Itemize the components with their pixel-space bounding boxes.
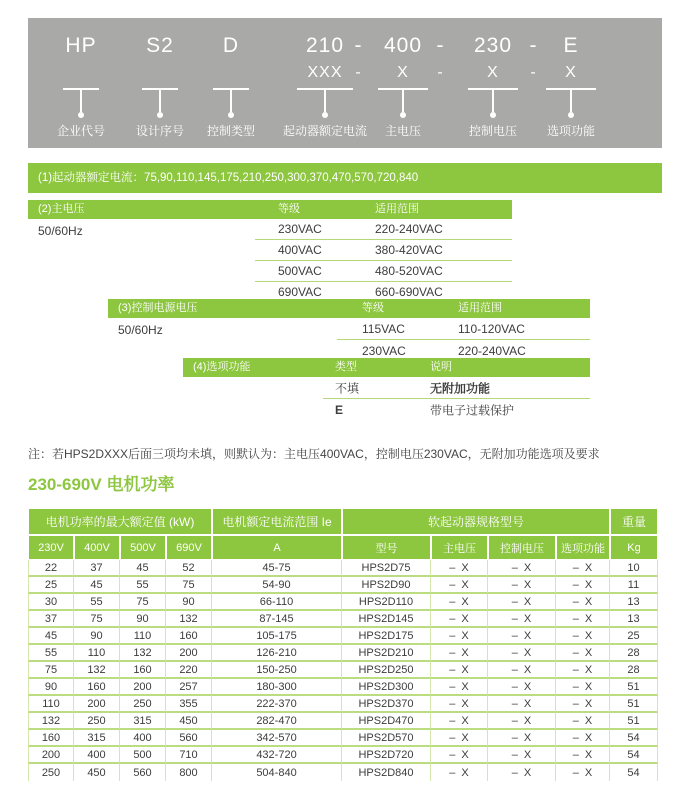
table-cell: 115VAC xyxy=(362,321,405,336)
table-cell: HPS2D300 xyxy=(342,679,431,696)
table-cell: 160 xyxy=(74,679,120,696)
table-cell: 110 xyxy=(74,645,120,662)
table-cell: 无附加功能 xyxy=(430,381,491,395)
table-cell: – X xyxy=(431,645,488,662)
connector-line xyxy=(378,88,428,118)
table-cell: – X xyxy=(556,747,610,764)
table-cell: 55 xyxy=(74,594,120,611)
table-body xyxy=(28,219,512,302)
rated-current-banner: (1)起动器额定电流：75,90,110,145,175,210,250,300,370,470,570,720,840 xyxy=(28,163,662,193)
sub-header-500v: 500V xyxy=(120,535,166,560)
table-cell: 132 xyxy=(28,713,74,730)
label-company: 企业代号 xyxy=(56,124,106,138)
table-cell: – X xyxy=(556,696,610,713)
table-cell: 87-145 xyxy=(212,611,342,628)
table-title: (3)控制电源电压 xyxy=(118,302,198,314)
table-cell: 282-470 xyxy=(212,713,342,730)
table-cell: 126-210 xyxy=(212,645,342,662)
table-cell: E xyxy=(335,402,344,417)
table-cell: 220-240VAC xyxy=(458,343,526,358)
table-cell: 160 xyxy=(166,628,212,645)
code-option: E xyxy=(563,34,579,57)
table-cell: 37 xyxy=(28,611,74,628)
dash-separator: - xyxy=(529,34,537,57)
table-cell: HPS2D145 xyxy=(342,611,431,628)
table-cell: – X xyxy=(488,713,556,730)
table-cell: 230VAC xyxy=(278,222,322,236)
table-cell: 450 xyxy=(166,713,212,730)
table-cell: 504-840 xyxy=(212,764,342,781)
table-cell: – X xyxy=(431,713,488,730)
main-voltage-table xyxy=(28,200,512,302)
table-cell: 75 xyxy=(74,611,120,628)
code-control-type: D xyxy=(222,34,240,57)
table-cell: 315 xyxy=(74,730,120,747)
sub-header-690v: 690V xyxy=(166,535,212,560)
table-cell: 37 xyxy=(74,560,120,577)
table-cell: 200 xyxy=(166,645,212,662)
table-cell: 30 xyxy=(28,594,74,611)
placeholder-main-voltage: X xyxy=(397,64,409,81)
table-cell: 380-420VAC xyxy=(375,243,443,257)
frequency-label: 50/60Hz xyxy=(38,224,83,238)
table-cell: 25 xyxy=(610,628,658,645)
table-cell: 500 xyxy=(120,747,166,764)
table-row xyxy=(255,219,512,240)
table-header xyxy=(183,358,590,377)
table-cell: – X xyxy=(488,577,556,594)
table-cell: 160 xyxy=(28,730,74,747)
table-cell: 315 xyxy=(120,713,166,730)
table-cell: 22 xyxy=(28,560,74,577)
table-cell: – X xyxy=(556,764,610,781)
table-cell: 800 xyxy=(166,764,212,781)
table-cell: 90 xyxy=(28,679,74,696)
column-header-range: 适用范围 xyxy=(458,302,502,314)
table-cell: 400 xyxy=(74,747,120,764)
table-cell: 不填 xyxy=(335,381,360,395)
table-cell: – X xyxy=(556,577,610,594)
table-cell: 52 xyxy=(166,560,212,577)
table-cell: 132 xyxy=(74,662,120,679)
table-cell: 355 xyxy=(166,696,212,713)
label-main-voltage: 主电压 xyxy=(384,124,422,138)
sub-header-control-voltage: 控制电压 xyxy=(488,535,556,560)
table-cell: – X xyxy=(431,577,488,594)
table-cell: 500VAC xyxy=(278,264,322,278)
table-cell: 28 xyxy=(610,662,658,679)
table-cell: 200 xyxy=(74,696,120,713)
table-cell: 90 xyxy=(166,594,212,611)
table-row xyxy=(337,318,590,340)
table-cell: 110 xyxy=(120,628,166,645)
label-control-voltage: 控制电压 xyxy=(468,124,518,138)
table-cell: HPS2D175 xyxy=(342,628,431,645)
sub-header-230v: 230V xyxy=(28,535,74,560)
table-cell: 200 xyxy=(120,679,166,696)
table-cell: – X xyxy=(556,730,610,747)
table-cell: 250 xyxy=(120,696,166,713)
table-cell: 51 xyxy=(610,696,658,713)
table-cell: 105-175 xyxy=(212,628,342,645)
table-cell: 90 xyxy=(74,628,120,645)
connector-line xyxy=(213,88,249,118)
table-cell: 222-370 xyxy=(212,696,342,713)
table-cell: 250 xyxy=(74,713,120,730)
table-cell: – X xyxy=(556,628,610,645)
group-header-weight: 重量 xyxy=(610,508,658,535)
table-cell: – X xyxy=(556,645,610,662)
table-cell: – X xyxy=(431,662,488,679)
table-cell: – X xyxy=(488,628,556,645)
code-main-voltage: 400 xyxy=(383,34,423,57)
table-cell: 220-240VAC xyxy=(375,222,443,236)
table-cell: – X xyxy=(431,764,488,781)
connector-line xyxy=(63,88,99,118)
placeholder-rated-current: XXX xyxy=(307,64,343,81)
table-cell: 110 xyxy=(28,696,74,713)
column-header-level: 等级 xyxy=(362,302,384,314)
table-cell: – X xyxy=(488,645,556,662)
table-cell: – X xyxy=(488,747,556,764)
label-option: 选项功能 xyxy=(546,124,596,138)
table-row xyxy=(323,399,590,420)
table-cell: 10 xyxy=(610,560,658,577)
table-cell: 75 xyxy=(120,594,166,611)
table-cell: – X xyxy=(556,594,610,611)
table-cell: 54 xyxy=(610,764,658,781)
table-cell: – X xyxy=(488,730,556,747)
table-row xyxy=(323,377,590,399)
table-body xyxy=(108,318,590,361)
table-row xyxy=(255,240,512,261)
dash-separator: - xyxy=(530,64,536,81)
table-cell: – X xyxy=(556,713,610,730)
table-cell: – X xyxy=(431,679,488,696)
table-cell: 75 xyxy=(166,577,212,594)
table-cell: 200 xyxy=(28,747,74,764)
table-cell: 342-570 xyxy=(212,730,342,747)
code-company: HP xyxy=(65,34,97,57)
table-cell: 450 xyxy=(74,764,120,781)
table-cell: 400 xyxy=(120,730,166,747)
table-cell: 400VAC xyxy=(278,243,322,257)
table-cell: – X xyxy=(556,560,610,577)
control-voltage-table xyxy=(108,299,590,361)
dash-separator: - xyxy=(437,64,443,81)
table-cell: 25 xyxy=(28,577,74,594)
table-cell: HPS2D90 xyxy=(342,577,431,594)
table-cell: 51 xyxy=(610,713,658,730)
table-cell: 55 xyxy=(120,577,166,594)
table-cell: 11 xyxy=(610,577,658,594)
column-header-range: 适用范围 xyxy=(375,203,419,215)
table-cell: – X xyxy=(431,747,488,764)
table-cell: HPS2D110 xyxy=(342,594,431,611)
table-cell: 45 xyxy=(28,628,74,645)
table-body xyxy=(183,377,590,420)
column-header-level: 等级 xyxy=(278,203,300,215)
table-cell: 480-520VAC xyxy=(375,264,443,278)
table-cell: HPS2D75 xyxy=(342,560,431,577)
table-cell: 54 xyxy=(610,747,658,764)
sub-header-model: 型号 xyxy=(342,535,431,560)
table-cell: 28 xyxy=(610,645,658,662)
table-title: (2)主电压 xyxy=(38,203,85,215)
table-cell: – X xyxy=(431,594,488,611)
group-header-max-power: 电机功率的最大额定值 (kW) xyxy=(28,508,212,535)
table-cell: HPS2D210 xyxy=(342,645,431,662)
table-header xyxy=(28,200,512,219)
table-cell: HPS2D720 xyxy=(342,747,431,764)
dash-separator: - xyxy=(355,64,361,81)
table-cell: 90 xyxy=(120,611,166,628)
connector-line xyxy=(546,88,596,118)
model-code-diagram xyxy=(28,18,662,148)
table-cell: 180-300 xyxy=(212,679,342,696)
table-cell: 257 xyxy=(166,679,212,696)
table-cell: 160 xyxy=(120,662,166,679)
code-rated-current: 210 xyxy=(305,34,345,57)
table-cell: – X xyxy=(488,662,556,679)
table-cell: 51 xyxy=(610,679,658,696)
table-cell: 110-120VAC xyxy=(458,321,525,336)
connector-line xyxy=(468,88,518,118)
code-control-voltage: 230 xyxy=(473,34,513,57)
group-header-current-range: 电机额定电流范围 Ie xyxy=(212,508,342,535)
table-cell: 带电子过载保护 xyxy=(430,403,515,417)
connector-line xyxy=(142,88,178,118)
sub-header-option: 选项功能 xyxy=(556,535,610,560)
table-cell: 54 xyxy=(610,730,658,747)
table-cell: HPS2D840 xyxy=(342,764,431,781)
table-cell: 220 xyxy=(166,662,212,679)
table-cell: 690VAC xyxy=(278,285,322,299)
table-cell: 66-110 xyxy=(212,594,342,611)
sub-header-amps: A xyxy=(212,535,342,560)
column-header-description: 说明 xyxy=(430,361,452,373)
sub-header-main-voltage: 主电压 xyxy=(431,535,488,560)
table-cell: 560 xyxy=(166,730,212,747)
table-cell: – X xyxy=(556,662,610,679)
group-header-model-spec: 软起动器规格型号 xyxy=(342,508,610,535)
power-ratings-table xyxy=(28,508,658,781)
table-cell: 55 xyxy=(28,645,74,662)
default-note: 注：若HPS2DXXX后面三项均未填，则默认为：主电压400VAC，控制电压230VAC，无附加功能选项及要求 xyxy=(28,447,600,461)
table-cell: – X xyxy=(431,611,488,628)
table-cell: – X xyxy=(431,696,488,713)
table-cell: 54-90 xyxy=(212,577,342,594)
table-header xyxy=(108,299,590,318)
table-cell: 710 xyxy=(166,747,212,764)
label-design-series: 设计序号 xyxy=(135,124,185,138)
label-rated-current: 起动器额定电流 xyxy=(282,124,368,138)
table-cell: – X xyxy=(431,730,488,747)
table-cell: 230VAC xyxy=(362,343,406,358)
table-cell: 660-690VAC xyxy=(375,285,443,299)
table-cell: – X xyxy=(488,594,556,611)
table-cell: – X xyxy=(488,696,556,713)
table-cell: 132 xyxy=(120,645,166,662)
label-control-type: 控制类型 xyxy=(206,124,256,138)
table-cell: HPS2D250 xyxy=(342,662,431,679)
table-cell: 560 xyxy=(120,764,166,781)
table-cell: – X xyxy=(556,611,610,628)
table-cell: 45-75 xyxy=(212,560,342,577)
table-row xyxy=(255,261,512,282)
table-cell: 250 xyxy=(28,764,74,781)
sub-header-kg: Kg xyxy=(610,535,658,560)
table-cell: 13 xyxy=(610,611,658,628)
table-cell: 75 xyxy=(28,662,74,679)
table-cell: 150-250 xyxy=(212,662,342,679)
table-cell: – X xyxy=(488,611,556,628)
sub-header-400v: 400V xyxy=(74,535,120,560)
placeholder-option: X xyxy=(565,64,577,81)
frequency-label: 50/60Hz xyxy=(118,323,163,337)
table-cell: HPS2D570 xyxy=(342,730,431,747)
table-cell: 45 xyxy=(120,560,166,577)
table-cell: – X xyxy=(431,628,488,645)
table-title: (4)选项功能 xyxy=(193,361,251,373)
table-cell: 132 xyxy=(166,611,212,628)
option-function-table xyxy=(183,358,590,420)
table-cell: – X xyxy=(488,764,556,781)
table-cell: 432-720 xyxy=(212,747,342,764)
dash-separator: - xyxy=(436,34,444,57)
dash-separator: - xyxy=(354,34,362,57)
column-header-type: 类型 xyxy=(335,361,357,373)
table-cell: 13 xyxy=(610,594,658,611)
table-cell: – X xyxy=(488,679,556,696)
placeholder-control-voltage: X xyxy=(487,64,499,81)
connector-line xyxy=(297,88,353,118)
table-cell: – X xyxy=(488,560,556,577)
section-heading: 230-690V 电机功率 xyxy=(28,475,175,494)
table-cell: HPS2D470 xyxy=(342,713,431,730)
table-cell: – X xyxy=(556,679,610,696)
table-cell: – X xyxy=(431,560,488,577)
table-cell: 45 xyxy=(74,577,120,594)
table-cell: HPS2D370 xyxy=(342,696,431,713)
code-design-series: S2 xyxy=(146,34,174,57)
